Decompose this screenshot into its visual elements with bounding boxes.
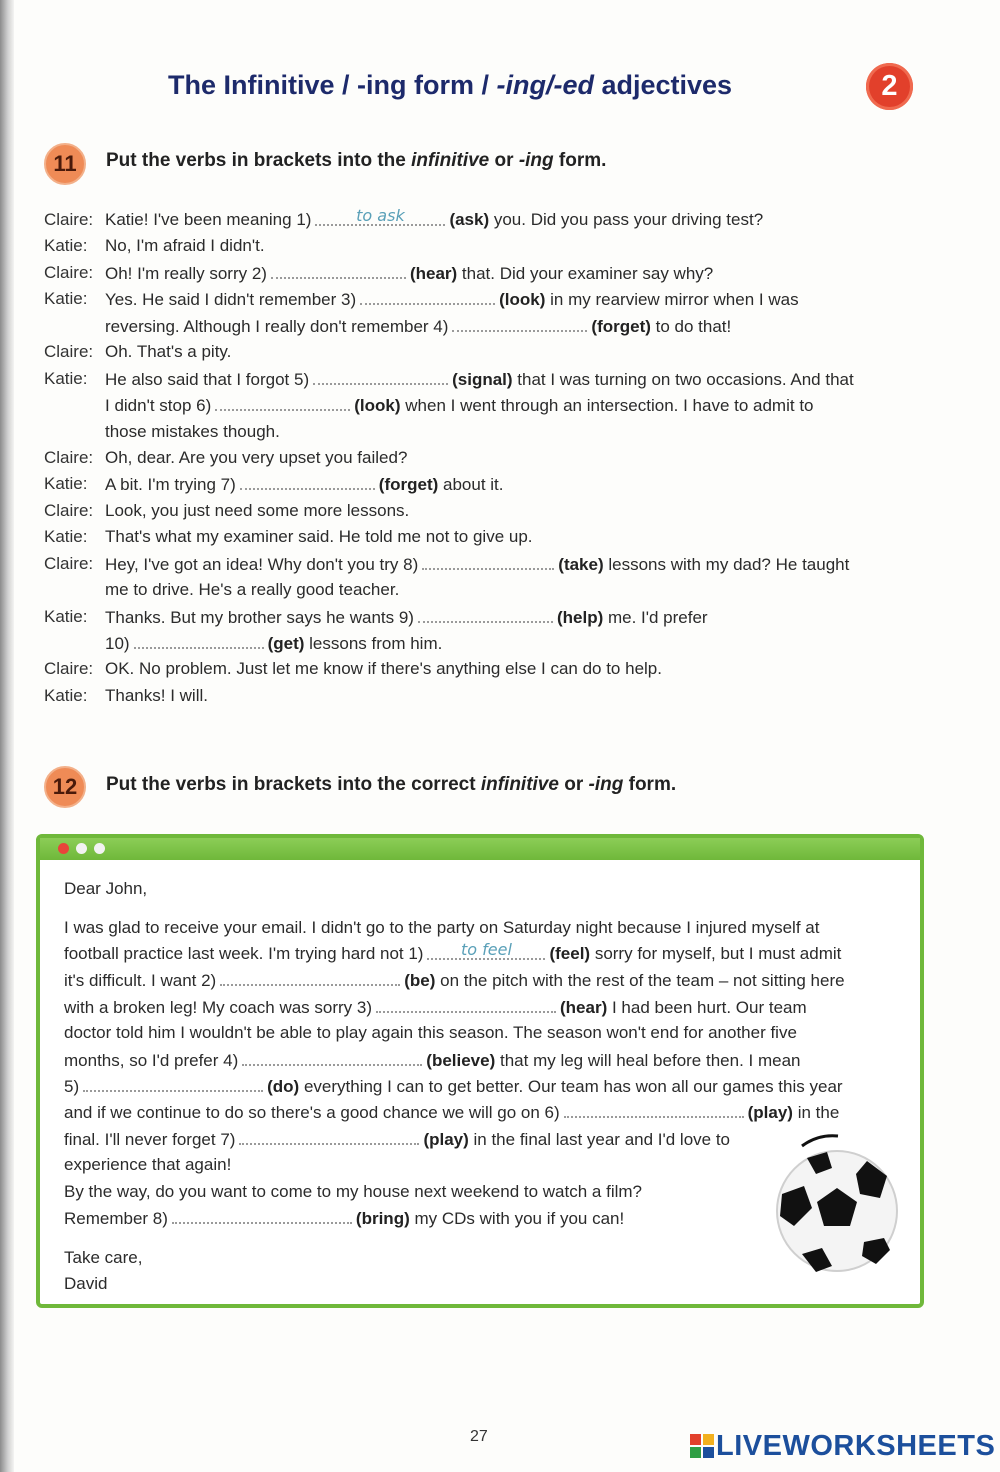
letter-line: months, so I'd prefer 4) (believe) that my leg will heal before then. I mean (64, 1051, 801, 1070)
speaker-label: Katie: (44, 236, 88, 255)
dialogue-line: Oh! I'm really sorry 2) (hear) that. Did your examiner say why? (105, 264, 714, 283)
letter-blank-6[interactable] (564, 1102, 744, 1118)
dialogue-line: Katie! I've been meaning 1) to ask (ask) you. Did you pass your driving test? (105, 206, 764, 229)
speaker-label: Katie: (44, 686, 88, 705)
speaker-label: Claire: (44, 263, 94, 282)
speaker-label: Claire: (44, 554, 94, 573)
letter-line: experience that again! (64, 1155, 232, 1174)
speaker-label: Claire: (44, 342, 94, 361)
window-minimize-dot-icon (76, 843, 87, 854)
letter-blank-4[interactable] (242, 1050, 422, 1066)
letter-blank-7[interactable] (239, 1129, 419, 1145)
dialogue-line: Oh. That's a pity. (105, 342, 232, 361)
dialogue-line: those mistakes though. (105, 422, 280, 441)
answer-blank-7[interactable] (240, 474, 375, 490)
dialogue-line: Hey, I've got an idea! Why don't you try 8) (take) lessons with my dad? He taught (105, 555, 850, 574)
dialogue-line: Look, you just need some more lessons. (105, 501, 410, 520)
speaker-label: Katie: (44, 289, 88, 308)
exercise-12-instruction: Put the verbs in brackets into the correct infinitive or -ing form. (106, 774, 677, 795)
dialogue-line: OK. No problem. Just let me know if there's anything else I can do to help. (105, 659, 662, 678)
dialogue-line: me to drive. He's a really good teacher. (105, 580, 400, 599)
dialogue-line: 10) (get) lessons from him. (105, 634, 443, 653)
dialogue-line: No, I'm afraid I didn't. (105, 236, 265, 255)
letter-blank-1[interactable]: to feel (427, 944, 545, 960)
answer-blank-8[interactable] (422, 554, 554, 570)
answer-blank-10[interactable] (134, 633, 264, 649)
dialogue-line: Thanks! I will. (105, 686, 208, 705)
dialogue-line: Yes. He said I didn't remember 3) (look) in my rearview mirror when I was (105, 290, 799, 309)
letter-signature: David (64, 1274, 108, 1293)
answer-blank-9[interactable] (418, 607, 553, 623)
exercise-number-11: 11 (44, 143, 86, 185)
answer-blank-3[interactable] (360, 289, 495, 305)
exercise-11-instruction: Put the verbs in brackets into the infinitive or -ing form. (106, 150, 607, 171)
answer-blank-2[interactable] (271, 263, 406, 279)
speaker-label: Katie: (44, 607, 88, 626)
letter-blank-5[interactable] (83, 1076, 263, 1092)
speaker-label: Claire: (44, 448, 94, 467)
dialogue-line: Thanks. But my brother says he wants 9) (help) me. I'd prefer (105, 608, 708, 627)
letter-line: 5) (do) everything I can to get better. Our team has won all our games this year (64, 1077, 843, 1096)
dialogue-line: Oh, dear. Are you very upset you failed? (105, 448, 408, 467)
page-title: The Infinitive / -ing form / -ing/-ed adjectives (168, 70, 733, 100)
letter-line: it's difficult. I want 2) (be) on the pitch with the rest of the team – not sitting here (64, 971, 845, 990)
letter-line: football practice last week. I'm trying hard not 1) to feel (feel) sorry for myself, but I must admit (64, 940, 842, 963)
exercise-number-12: 12 (44, 766, 86, 808)
letter-blank-8[interactable] (172, 1208, 352, 1224)
answer-blank-1[interactable]: to ask (315, 210, 445, 226)
book-spine-shadow (0, 0, 14, 1472)
letter-greeting: Dear John, (64, 879, 148, 898)
answer-blank-4[interactable] (452, 316, 587, 332)
letter-line: Remember 8) (bring) my CDs with you if you can! (64, 1209, 625, 1228)
speaker-label: Katie: (44, 474, 88, 493)
window-maximize-dot-icon (94, 843, 105, 854)
answer-blank-5[interactable] (313, 369, 448, 385)
dialogue-line: That's what my examiner said. He told me not to give up. (105, 527, 533, 546)
soccer-ball-icon (772, 1146, 902, 1276)
letter-line: I was glad to receive your email. I didn't go to the party on Saturday night because I injured myself at (64, 918, 820, 937)
unit-number-badge: 2 (866, 63, 913, 110)
letter-line: with a broken leg! My coach was sorry 3) (hear) I had been hurt. Our team (64, 998, 807, 1017)
speaker-label: Claire: (44, 659, 94, 678)
liveworksheets-logo: LIVEWORKSHEETS (690, 1430, 995, 1463)
window-title-bar (40, 838, 920, 860)
motion-line-icon (800, 1132, 840, 1152)
letter-line: By the way, do you want to come to my house next weekend to watch a film? (64, 1182, 642, 1201)
page-number: 27 (470, 1428, 488, 1445)
letter-line: doctor told him I wouldn't be able to play again this season. The season won't end for another five (64, 1023, 797, 1042)
window-close-dot-icon (58, 843, 69, 854)
letter-blank-2[interactable] (220, 970, 400, 986)
letter-blank-3[interactable] (376, 997, 556, 1013)
speaker-label: Katie: (44, 369, 88, 388)
speaker-label: Claire: (44, 210, 94, 229)
letter-line: and if we continue to do so there's a good chance we will go on 6) (play) in the (64, 1103, 840, 1122)
dialogue-line: reversing. Although I really don't remember 4) (forget) to do that! (105, 317, 732, 336)
letter-line: final. I'll never forget 7) (play) in the final last year and I'd love to (64, 1130, 731, 1149)
answer-blank-6[interactable] (215, 395, 350, 411)
dialogue-line: A bit. I'm trying 7) (forget) about it. (105, 475, 504, 494)
dialogue-line: He also said that I forgot 5) (signal) that I was turning on two occasions. And that (105, 370, 854, 389)
speaker-label: Claire: (44, 501, 94, 520)
dialogue-line: I didn't stop 6) (look) when I went through an intersection. I have to admit to (105, 396, 814, 415)
liveworksheets-logo-icon (690, 1434, 714, 1458)
letter-closing: Take care, (64, 1248, 143, 1267)
speaker-label: Katie: (44, 527, 88, 546)
